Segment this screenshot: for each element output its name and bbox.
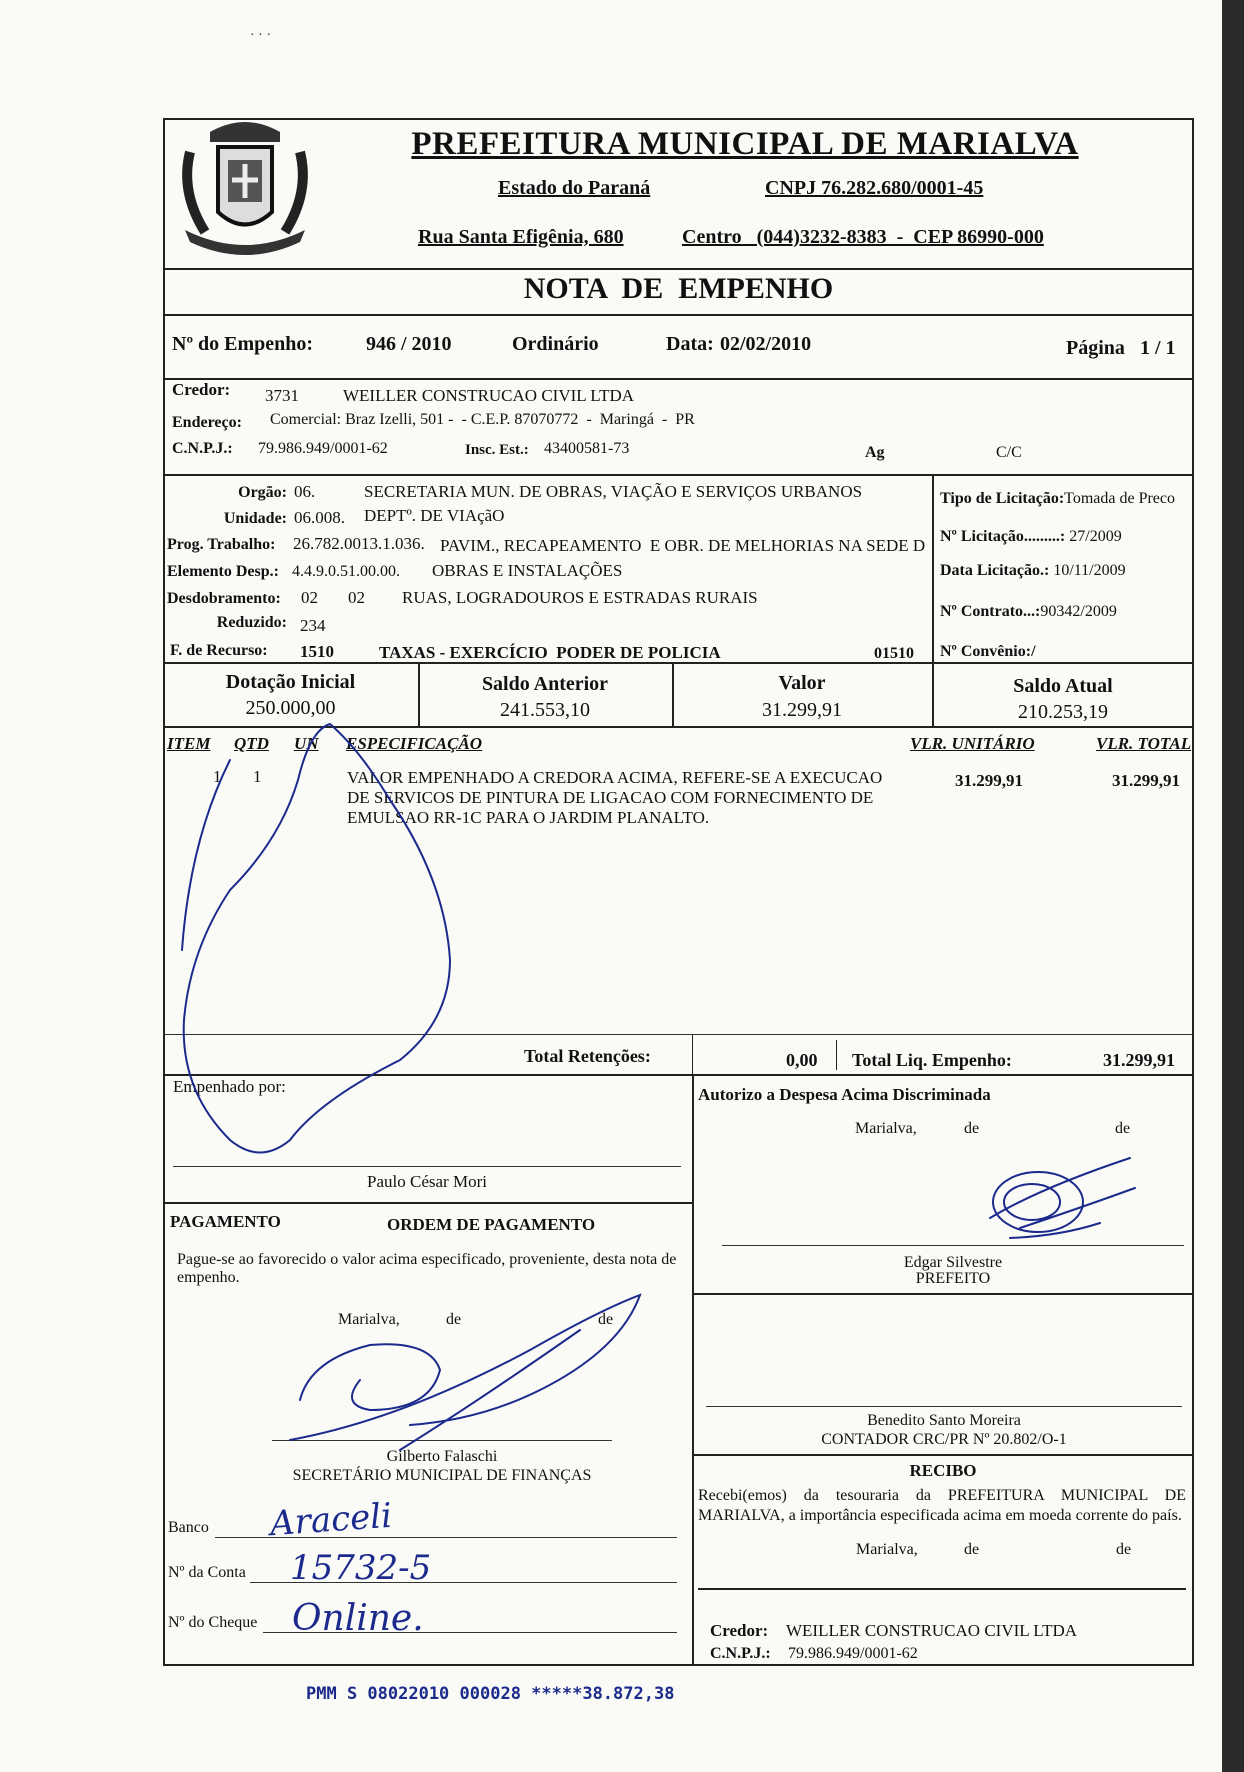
prog-code: 26.782.0013.1.036. — [293, 534, 425, 553]
item-qtd: 1 — [253, 767, 262, 786]
unidade-label: Unidade: — [223, 510, 287, 527]
retencoes-value: 0,00 — [786, 1050, 818, 1070]
saldo-atual-value: 210.253,19 — [1018, 701, 1108, 723]
banco-label: Banco — [168, 1519, 209, 1536]
item-desc-3: EMULSAO RR-1C PARA O JARDIM PLANALTO. — [347, 808, 710, 827]
recibo-text: Recebi(emos) da tesouraria da PREFEITURA MUNICIPAL DE MARIALVA, a importância especificada acima em moeda corrente do país. — [698, 1487, 1186, 1524]
col-total: VLR. TOTAL — [1096, 734, 1192, 753]
autorizo-place: Marialva, — [855, 1120, 917, 1137]
unidade-code: 06.008. — [294, 508, 345, 527]
header-state: Estado do Paraná — [498, 177, 651, 199]
contador-role: CONTADOR CRC/PR Nº 20.802/O-1 — [821, 1431, 1067, 1448]
empenho-signature — [170, 720, 470, 1160]
prog-label: Prog. Trabalho: — [167, 536, 276, 553]
recurso-code2: 01510 — [874, 645, 914, 662]
secretario-signature — [280, 1290, 660, 1460]
cheque-label: Nº do Cheque — [168, 1614, 258, 1631]
doc-title: NOTA DE EMPENHO — [523, 272, 834, 305]
autorizo-de-2: de — [1115, 1120, 1131, 1137]
desdob-name: RUAS, LOGRADOUROS E ESTRADAS RURAIS — [402, 588, 758, 607]
scan-mark: · · · — [250, 28, 271, 43]
secretario-name: Gilberto Falaschi — [386, 1448, 498, 1465]
valor-label: Valor — [778, 672, 826, 694]
empenho-type: Ordinário — [512, 333, 599, 355]
contador-name: Benedito Santo Moreira — [867, 1412, 1021, 1429]
reduzido-value: 234 — [300, 616, 326, 635]
unidade-name: DEPTº. DE VIAçãO — [364, 506, 505, 525]
recurso-name: TAXAS - EXERCÍCIO PODER DE POLICIA — [379, 643, 721, 662]
item-number: 1 — [213, 767, 222, 786]
item-desc-1: VALOR EMPENHADO A CREDORA ACIMA, REFERE-SE A EXECUCAO — [347, 768, 883, 787]
col-un: UN — [294, 734, 319, 753]
col-espec: ESPECIFICAÇÃO — [346, 734, 483, 753]
recibo-de-1: de — [964, 1541, 980, 1558]
header-title: PREFEITURA MUNICIPAL DE MARIALVA — [411, 126, 1079, 162]
licitacao-numero: Nº Licitação.........: 27/2009 — [940, 528, 1122, 545]
ordem-de-1: de — [446, 1311, 462, 1328]
liquido-label: Total Liq. Empenho: — [852, 1050, 1012, 1070]
desdob-label: Desdobramento: — [167, 590, 281, 607]
reduzido-label: Reduzido: — [216, 614, 287, 631]
empenhado-name: Paulo César Mori — [367, 1172, 487, 1191]
saldo-atual-label: Saldo Atual — [1013, 675, 1113, 697]
orgao-name: SECRETARIA MUN. DE OBRAS, VIAÇÃO E SERVIÇOS URBANOS — [364, 482, 863, 501]
empenho-date: 02/02/2010 — [720, 333, 812, 355]
pague-text: Pague-se ao favorecido o valor acima especificado, proveniente, desta nota de empenho. — [177, 1251, 677, 1286]
empenho-date-label: Data: — [666, 333, 714, 355]
col-qtd: QTD — [234, 734, 269, 753]
credor-address: Comercial: Braz Izelli, 501 - - C.E.P. 87070772 - Maringá - PR — [270, 411, 695, 428]
credor-label: Credor: — [172, 380, 231, 399]
page-label: Página — [1066, 337, 1125, 359]
ordem-label: ORDEM DE PAGAMENTO — [387, 1215, 596, 1234]
empenhado-label: Empenhado por: — [173, 1077, 286, 1096]
autorizo-de-1: de — [964, 1120, 980, 1137]
orgao-label: Orgão: — [238, 484, 287, 501]
scan-edge — [1222, 0, 1244, 1772]
autorizo-label: Autorizo a Despesa Acima Discriminada — [698, 1085, 991, 1104]
licitacao-contrato: Nº Contrato...:90342/2009 — [940, 603, 1117, 620]
pagamento-label: PAGAMENTO — [170, 1212, 281, 1231]
saldo-anterior-label: Saldo Anterior — [481, 673, 609, 695]
credor-name: WEILLER CONSTRUCAO CIVIL LTDA — [343, 386, 635, 405]
credor-insc: 43400581-73 — [544, 440, 630, 457]
recibo-place: Marialva, — [856, 1541, 918, 1558]
header-cep: Centro (044)3232-8383 - CEP 86990-000 — [682, 226, 1044, 248]
header-cnpj: CNPJ 76.282.680/0001-45 — [765, 177, 984, 199]
liquido-value: 31.299,91 — [1103, 1050, 1175, 1070]
saldo-anterior-value: 241.553,10 — [500, 699, 590, 721]
empenho-number-label: Nº do Empenho: — [172, 333, 314, 355]
valor-value: 31.299,91 — [762, 699, 842, 721]
item-desc-2: DE SERVICOS DE PINTURA DE LIGACAO COM FORNECIMENTO DE — [347, 788, 874, 807]
prefeito-signature — [980, 1148, 1140, 1258]
ordem-place: Marialva, — [338, 1311, 400, 1328]
insc-label: Insc. Est.: — [465, 442, 529, 458]
dotacao-value: 250.000,00 — [245, 697, 336, 719]
credor-code: 3731 — [265, 386, 299, 405]
recurso-label: F. de Recurso: — [170, 642, 268, 659]
desdob-a: 02 — [301, 588, 318, 607]
recibo-de-2: de — [1116, 1541, 1132, 1558]
recibo-credor-name: WEILLER CONSTRUCAO CIVIL LTDA — [786, 1621, 1078, 1640]
item-total-value: 31.299,91 — [1112, 771, 1180, 790]
recibo-label: RECIBO — [909, 1461, 977, 1480]
recibo-cnpj: 79.986.949/0001-62 — [788, 1645, 918, 1662]
recurso-code: 1510 — [300, 642, 334, 661]
ordem-de-2: de — [598, 1311, 614, 1328]
licitacao-tipo: Tipo de Licitação:Tomada de Preco — [940, 490, 1175, 507]
elemento-label: Elemento Desp.: — [167, 563, 279, 580]
dotacao-label: Dotação Inicial — [225, 671, 356, 693]
retencoes-label: Total Retenções: — [524, 1046, 651, 1066]
header-address: Rua Santa Efigênia, 680 — [418, 226, 624, 248]
secretario-role: SECRETÁRIO MUNICIPAL DE FINANÇAS — [292, 1467, 592, 1484]
prefeito-role: PREFEITO — [915, 1270, 991, 1287]
handwritten-conta: 15732-5 — [290, 1548, 432, 1588]
coat-of-arms-logo — [170, 112, 320, 262]
orgao-code: 06. — [294, 482, 316, 501]
licitacao-convenio: Nº Convênio:/ — [940, 643, 1036, 660]
ag-label: Ag — [865, 444, 885, 461]
payment-stamp: PMM S 08022010 000028 *****38.872,38 — [306, 1684, 675, 1704]
conta-label: Nº da Conta — [168, 1564, 246, 1581]
credor-cnpj: 79.986.949/0001-62 — [258, 440, 388, 457]
prog-name: PAVIM., RECAPEAMENTO E OBR. DE MELHORIAS NA SEDE D — [440, 536, 926, 555]
cc-label: C/C — [996, 444, 1022, 461]
handwritten-banco: Araceli — [268, 1495, 394, 1545]
desdob-b: 02 — [348, 588, 365, 607]
col-item: ITEM — [167, 734, 211, 753]
recibo-cnpj-label: C.N.P.J.: — [710, 1645, 771, 1662]
item-unit-value: 31.299,91 — [955, 771, 1023, 790]
elemento-name: OBRAS E INSTALAÇÕES — [432, 561, 623, 580]
licitacao-data: Data Licitação.: 10/11/2009 — [940, 562, 1126, 579]
address-label: Endereço: — [172, 414, 242, 431]
prefeito-name: Edgar Silvestre — [903, 1254, 1003, 1271]
elemento-code: 4.4.9.0.51.00.00. — [292, 563, 400, 580]
empenho-number: 946 / 2010 — [366, 333, 452, 355]
recibo-credor-label: Credor: — [710, 1621, 769, 1640]
page-number: 1 / 1 — [1140, 337, 1176, 359]
handwritten-cheque: Online. — [292, 1598, 424, 1639]
col-unit: VLR. UNITÁRIO — [910, 734, 1035, 753]
cnpj-label: C.N.P.J.: — [172, 440, 233, 457]
